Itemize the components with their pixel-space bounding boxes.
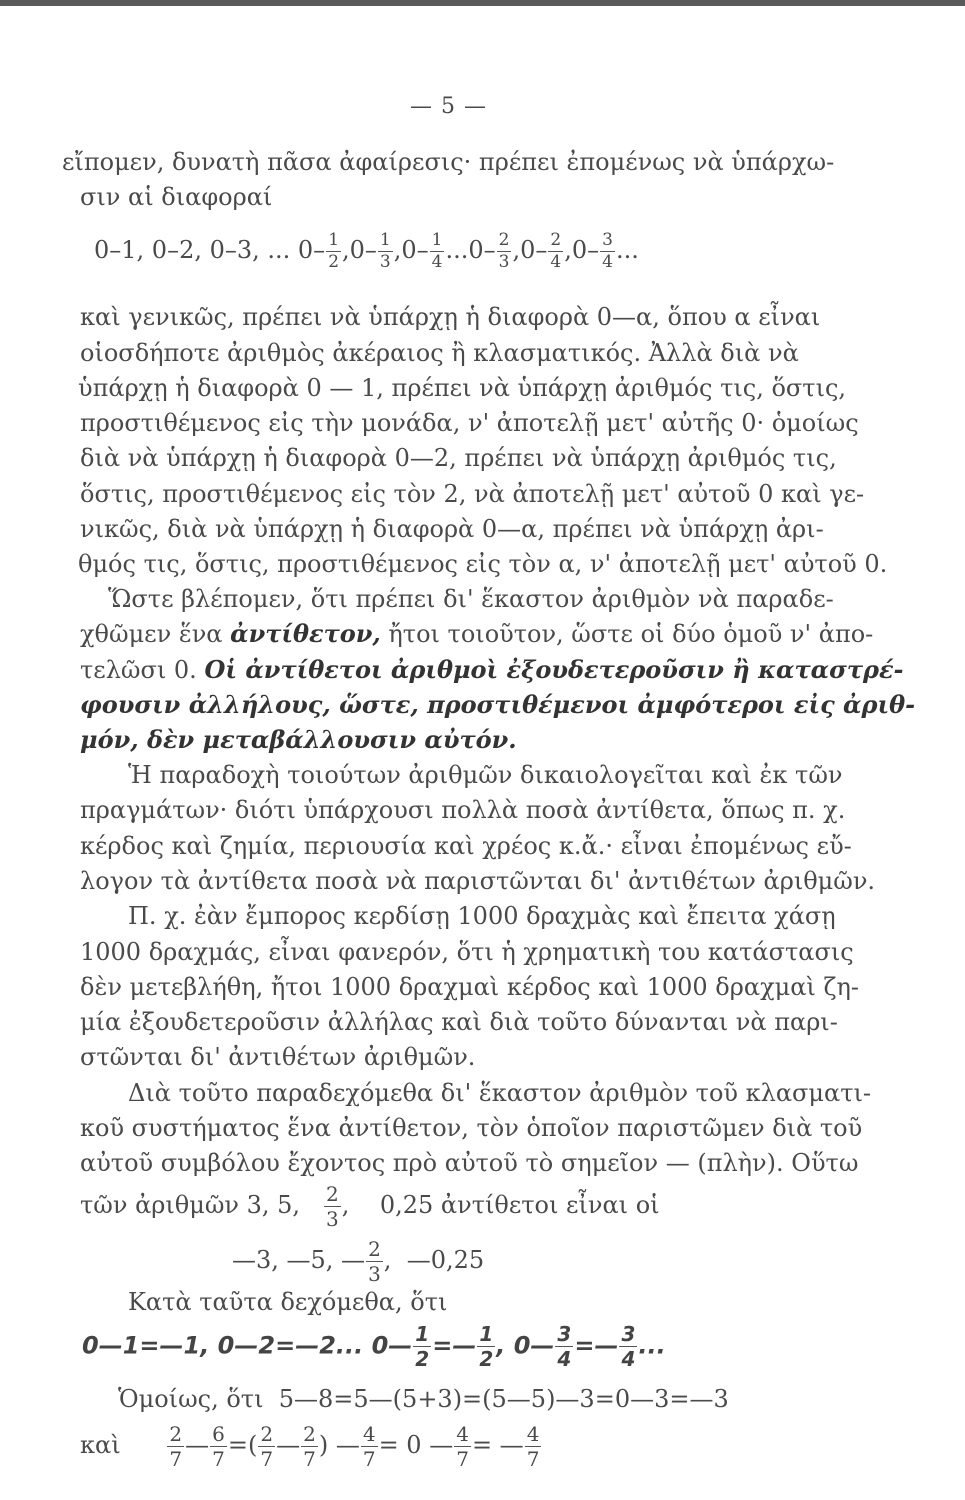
- text-line: πραγμάτων· διότι ὑπάρχουσι πολλὰ ποσὰ ἀντίθετα, ὅπως π. χ.: [80, 796, 846, 824]
- text-line: καὶ γενικῶς, πρέπει νὰ ὑπάρχῃ ἡ διαφορὰ 0—α, ὅπου α εἶναι: [80, 303, 821, 331]
- text-line: στῶνται δι' ἀντιθέτων ἀριθμῶν.: [80, 1043, 476, 1071]
- text-line: Ἡ παραδοχὴ τοιούτων ἀριθμῶν δικαιολογεῖται καὶ ἐκ τῶν: [128, 761, 843, 789]
- text-line: διὰ νὰ ὑπάρχῃ ἡ διαφορὰ 0—2, πρέπει νὰ ὑπάρχῃ ἀριθμός τις,: [80, 444, 837, 472]
- text-line: Κατὰ ταῦτα δεχόμεθα, ὅτι: [128, 1288, 448, 1316]
- text-line: τελῶσι 0. Οἱ ἀντίθετοι ἀριθμοὶ ἐξουδετεροῦσιν ἢ καταστρέ-: [80, 655, 904, 684]
- equation-differences: 0–1, 0–2, 0–3, ... 0– $\frac{1}{2}$ ,0– $\frac{1}{3}$ ,0– $\frac{1}{4}$ ...0– $\frac{2}{3}$ ,0– $\frac{2}{4}$ ,0– $\frac{3}{4}$ ...: [94, 230, 639, 272]
- equation-bold: 0—1=—1, 0—2=—2... 0— $\frac{1}{2}$ =— $\frac{1}{2}$ , 0— $\frac{3}{4}$ =— $\frac{3}{4}$ ...: [82, 1322, 666, 1371]
- text-line: προστιθέμενος εἰς τὴν μονάδα, ν' ἀποτελῇ μετ' αὐτῆς 0· ὁμοίως: [80, 409, 859, 437]
- text-line: σιν αἱ διαφοραί: [80, 183, 273, 211]
- definition-bold: Οἱ ἀντίθετοι ἀριθμοὶ ἐξουδετεροῦσιν ἢ καταστρέ-: [204, 655, 904, 684]
- text-line: νικῶς, διὰ νὰ ὑπάρχῃ ἡ διαφορὰ 0—α, πρέπει νὰ ὑπάρχῃ ἀρι-: [80, 515, 824, 543]
- text-line: θμός τις, ὅστις, προστιθέμενος εἰς τὸν α, ν' ἀποτελῇ μετ' αὐτοῦ 0.: [78, 550, 888, 578]
- definition-bold-line: φουσιν ἀλλήλους, ὥστε, προστιθέμενοι ἀμφότεροι εἰς ἀριθ-: [80, 690, 916, 719]
- text-line: αὐτοῦ συμβόλου ἔχοντος πρὸ αὐτοῦ τὸ σημεῖον — (πλὴν). Οὕτω: [80, 1149, 859, 1177]
- text-line: Ὥστε βλέπομεν, ὅτι πρέπει δι' ἕκαστον ἀριθμὸν νὰ παραδε-: [108, 585, 834, 613]
- text-line: Ὁμοίως, ὅτι 5—8=5—(5+3)=(5—5)—3=0—3=—3: [118, 1385, 729, 1413]
- text-line: μία ἐξουδετεροῦσιν ἀλλήλας καὶ διὰ τοῦτο δύνανται νὰ παρι-: [80, 1008, 838, 1036]
- text-line: Διὰ τοῦτο παραδεχόμεθα δι' ἕκαστον ἀριθμὸν τοῦ κλασματι-: [128, 1079, 872, 1107]
- equation-last: καὶ $\frac{2}{7}$ — $\frac{6}{7}$ =( $\frac{2}{7}$ — $\frac{2}{7}$ ) — $\frac{4}{7}$ = 0 — $\frac{4}{7}$ = — $\frac{4}{7}$: [80, 1422, 540, 1471]
- text-line: λογον τὰ ἀντίθετα ποσὰ νὰ παριστῶνται δι' ἀντιθέτων ἀριθμῶν.: [80, 867, 876, 895]
- text-line: χθῶμεν ἕνα ἀντίθετον, ἤτοι τοιοῦτον, ὥστε οἱ δύο ὁμοῦ ν' ἀπο-: [80, 619, 874, 648]
- text-line: δὲν μετεβλήθη, ἤτοι 1000 δραχμαὶ κέρδος καὶ 1000 δραχμαὶ ζη-: [80, 973, 859, 1001]
- text-line: εἴπομεν, δυνατὴ πᾶσα ἀφαίρεσις· πρέπει ἐπομένως νὰ ὑπάρχω-: [62, 148, 835, 176]
- text-line: Π. χ. ἐὰν ἔμπορος κερδίσῃ 1000 δραχμὰς καὶ ἔπειτα χάσῃ: [128, 902, 836, 930]
- definition-bold-line: μόν, δὲν μεταβάλλουσιν αὐτόν.: [80, 725, 517, 754]
- text-line: —3, —5, — $\frac{2}{3}$ , —0,25: [232, 1237, 485, 1286]
- text-line: 1000 δραχμάς, εἶναι φανερόν, ὅτι ἡ χρηματικὴ του κατάστασις: [80, 938, 854, 966]
- text-line: ὅστις, προστιθέμενος εἰς τὸν 2, νὰ ἀποτελῇ μετ' αὐτοῦ 0 καὶ γε-: [80, 480, 865, 508]
- text-line: κέρδος καὶ ζημία, περιουσία καὶ χρέος κ.ἄ.· εἶναι ἐπομένως εὔ-: [80, 832, 852, 860]
- scan-edge: [0, 0, 965, 6]
- text-line: ὑπάρχῃ ἡ διαφορὰ 0 — 1, πρέπει νὰ ὑπάρχῃ ἀριθμός τις, ὅστις,: [78, 374, 847, 402]
- text-line: οἱοσδήποτε ἀριθμὸς ἀκέραιος ἢ κλασματικός. Ἀλλὰ διὰ νὰ: [80, 339, 799, 367]
- page-number: — 5 —: [410, 94, 487, 119]
- eq-text: 0–1, 0–2, 0–3, ... 0–: [94, 236, 326, 264]
- text-line: τῶν ἀριθμῶν 3, 5, $\frac{2}{3}$ , 0,25 ἀντίθετοι εἶναι οἱ: [80, 1182, 660, 1231]
- term-antithetos: ἀντίθετον,: [230, 619, 381, 648]
- text-line: κοῦ συστήματος ἕνα ἀντίθετον, τὸν ὁποῖον παριστῶμεν διὰ τοῦ: [80, 1114, 863, 1142]
